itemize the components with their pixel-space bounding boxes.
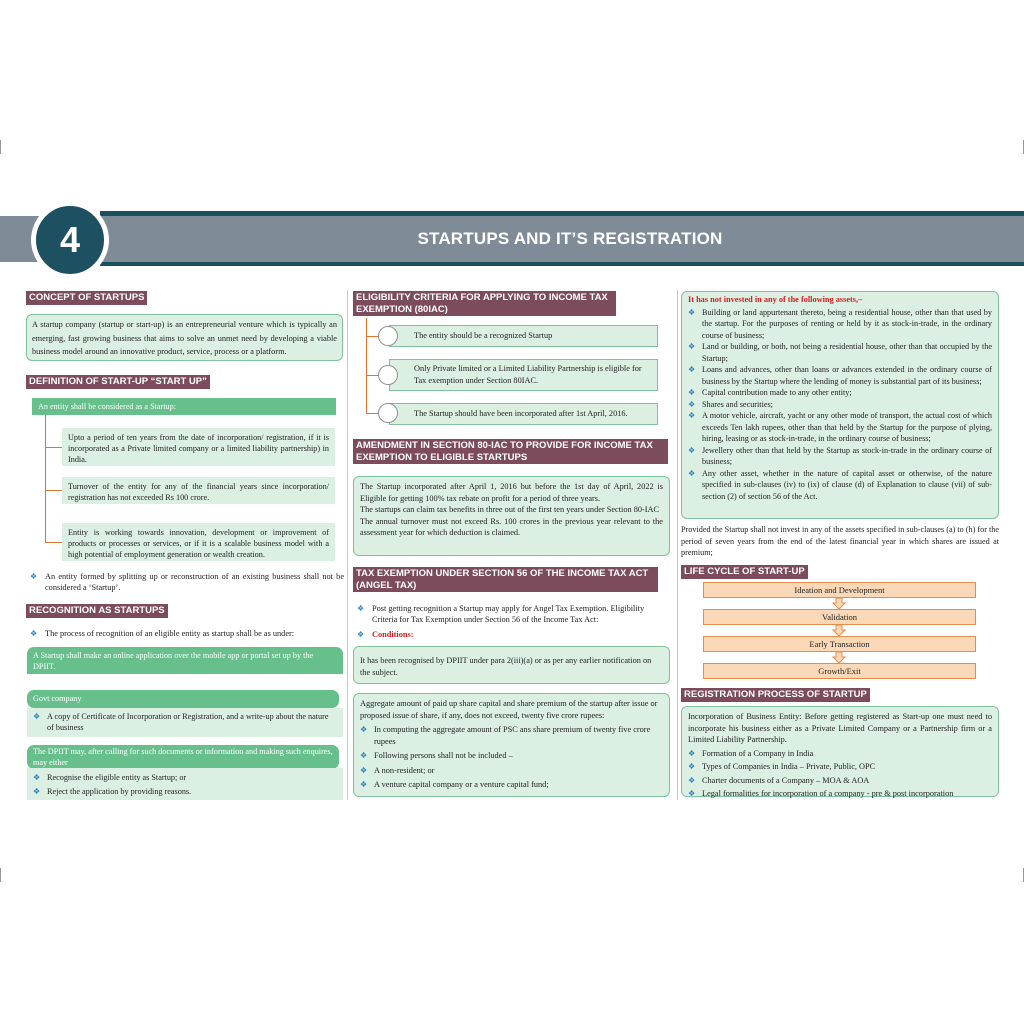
tree-connector (45, 447, 62, 448)
amendment-para: The annual turnover must not exceed Rs. 100 crores in the previous year relevant to the assessment year for which deduction is claimed. (360, 516, 663, 537)
column-divider (347, 290, 348, 800)
tree-connector (366, 318, 367, 414)
tree-connector (45, 542, 62, 543)
assets-heading: It has not invested in any of the following assets,– (688, 295, 863, 304)
diamond-bullet-icon: ❖ (360, 765, 368, 775)
bullet-circle (378, 326, 398, 346)
condition-box: Aggregate amount of paid up share capital and share premium of the startup after issue or proposed issue of share, if any, does not exceed, twenty five crore rupees: ❖ In computing the aggregate amount of PSC ans share premium of twenty five crore rupees ❖ Following persons shall not be included – ❖ A non-resident; or ❖ A venture capital company or a venture capital fund; (353, 693, 670, 797)
lifecycle-stage: Validation (703, 609, 976, 625)
bullet-circle (378, 365, 398, 385)
diamond-bullet-icon: ❖ (688, 789, 696, 798)
eligibility-item: The Startup should have been incorporated after 1st April, 2016. (389, 403, 658, 425)
definition-note: ❖ An entity formed by splitting up or reconstruction of an existing business shall not be considered a ‘Startup’. (30, 572, 344, 592)
diamond-bullet-icon: ❖ (688, 342, 696, 351)
page-title: STARTUPS AND IT’S REGISTRATION (417, 229, 723, 248)
diamond-bullet-icon: ❖ (688, 388, 696, 397)
eligibility-item: The entity should be a recognized Startup (389, 325, 658, 347)
column-divider (677, 290, 678, 800)
diamond-bullet-icon: ❖ (688, 411, 696, 420)
diamond-bullet-icon: ❖ (688, 365, 696, 374)
diamond-bullet-icon: ❖ (688, 445, 696, 455)
angel-tax-heading: TAX EXEMPTION UNDER SECTION 56 OF THE INCOME TAX ACT (ANGEL TAX) (353, 567, 658, 592)
registration-heading: REGISTRATION PROCESS OF STARTUP (681, 688, 870, 702)
definition-item: Entity is working towards innovation, development or improvement of products or processes or services, or if it is a scalable business model with a high potential of employment generation or wealth creation. (62, 523, 335, 561)
diamond-bullet-icon: ❖ (33, 787, 41, 796)
diamond-bullet-icon: ❖ (688, 775, 696, 785)
amendment-para: The startups can claim tax benefits in three out of the first ten years under Section 80-IAC (360, 505, 660, 514)
amendment-box (353, 476, 670, 556)
concept-box (26, 314, 343, 361)
amendment-heading: AMENDMENT IN SECTION 80-IAC TO PROVIDE FOR INCOME TAX EXEMPTION TO ELIGIBLE STARTUPS (353, 439, 668, 464)
recognition-step3-body: ❖ Recognise the eligible entity as Startup; or ❖ Reject the application by providing reasons. (27, 768, 343, 800)
diamond-bullet-icon: ❖ (688, 307, 696, 317)
bullet-circle (378, 403, 398, 423)
recognition-step2-body: ❖ A copy of Certificate of Incorporation or Registration, and a write-up about the nature of business (27, 708, 343, 737)
diamond-bullet-icon: ❖ (357, 604, 365, 613)
crop-mark (0, 868, 1, 882)
registration-box: Incorporation of Business Entity: Before getting registered as Start-up one must need to incorporate his business either as a Private Limited Company or a Partnership firm or a Limited Liability Partnership. ❖ Formation of a Company in India ❖ Types of Companies in India – Private, Public, OPC ❖ Charter documents of a Company – MOA & AOA ❖ Legal formalities for incorporation of a company - pre & post incorporation (681, 706, 999, 797)
banner-bottom-stripe (100, 262, 1024, 266)
lifecycle-stage: Ideation and Development (703, 582, 976, 598)
diamond-bullet-icon: ❖ (360, 725, 368, 734)
diamond-bullet-icon: ❖ (33, 773, 41, 782)
eligibility-item: Only Private limited or a Limited Liability Partnership is eligible for Tax exemption under Section 80IAC. (389, 359, 658, 391)
diamond-bullet-icon: ❖ (688, 762, 696, 771)
definition-item: Upto a period of ten years from the date of incorporation/ registration, if it is incorporated as a Private limited company or a limited liability partnership) in India. (62, 428, 335, 466)
conditions-label: ❖ Conditions: (357, 630, 414, 639)
chapter-number: 4 (59, 219, 81, 260)
lifecycle-heading: LIFE CYCLE OF START-UP (681, 565, 808, 579)
diamond-bullet-icon: ❖ (360, 751, 368, 760)
definition-item: Turnover of the entity for any of the financial years since incorporation/ registration has not exceeded Rs 100 crore. (62, 477, 335, 504)
recognition-step3-head: The DPIIT may, after calling for such documents or information and making such enquires, may either (27, 745, 339, 769)
eligibility-heading: ELIGIBILITY CRITERIA FOR APPLYING TO INCOME TAX EXEMPTION (80IAC) (353, 291, 616, 316)
definition-lead: An entity shall be considered as a Startup: (32, 398, 336, 415)
recognition-heading: RECOGNITION AS STARTUPS (26, 604, 168, 618)
diamond-bullet-icon: ❖ (360, 780, 368, 789)
condition-box (353, 646, 670, 684)
diamond-bullet-icon: ❖ (30, 629, 38, 638)
amendment-para: The Startup incorporated after April 1, 2016 but before the 1st day of April, 2022 is Eligible for getting 100% tax rebate on profit for a period of three years. (360, 482, 663, 503)
tree-connector (45, 415, 46, 543)
lifecycle-stage: Early Transaction (703, 636, 976, 652)
concept-text: A startup company (startup or start-up) is an entrepreneurial venture which is typically an emerging, fast growing business that aims to solve an unmet need by developing a viable business model around an innovative product, service, process or a platform. (32, 320, 337, 356)
diamond-bullet-icon: ❖ (357, 630, 365, 639)
condition-1: It has been recognised by DPIIT under para 2(iii)(a) or as per any earlier notification on the subject. (360, 656, 652, 677)
diamond-bullet-icon: ❖ (33, 712, 41, 721)
diamond-bullet-icon: ❖ (30, 572, 38, 581)
tree-connector (45, 490, 62, 491)
definition-heading: DEFINITION OF START-UP “START UP” (26, 375, 210, 389)
assets-box: It has not invested in any of the following assets,– ❖ Building or land appurtenant thereto, being a residential house, other than that used by the startup. For the purposes of renting or held by it as stock-in-trade, in the ordinary course of business; ❖ Land or building, or both, not being a residential house, other than that occupied by the Startup; ❖ Loans and advances, other than loans or advances extended in the ordinary course of business by the Startup where the lending of money is substantial part of its business; ❖ Capital contribution made to any other entity; ❖ Shares and securities; ❖ A motor vehicle, aircraft, yacht or any other mode of transport, the actual cost of which exceeds Ten lakh rupees, other than that held by the Startup for the purpose of plying, hiring, leasing or as stock-in-trade, in the ordinary course of business; ❖ Jewellery other than that held by the Startup as stock-in-trade in the ordinary course of business; ❖ Any other asset, whether in the nature of capital asset or otherwise, of the nature specified in sub-clauses (iv) to (ix) of clause (d) of Explanation to clause (vii) of sub-section (2) of section 56 of the Act. (681, 291, 999, 519)
concept-heading: CONCEPT OF STARTUPS (26, 291, 147, 305)
assets-proviso: Provided the Startup shall not invest in any of the assets specified in sub-clauses (a) to (h) for the period of seven years from the end of the latest financial year in which shares are issued at premium; (681, 525, 999, 557)
angel-intro: ❖ Post getting recognition a Startup may apply for Angel Tax Exemption. Eligibility Criteria for Tax Exemption under Section 56 of the Income Tax Act: (357, 604, 645, 624)
recognition-step1: A Startup shall make an online application over the mobile app or portal set up by the DPIIT. (27, 647, 343, 674)
diamond-bullet-icon: ❖ (688, 399, 696, 409)
condition-2: Aggregate amount of paid up share capital and share premium of the startup after issue or proposed issue of share, if any, does not exceed, twenty five crore rupees: (360, 699, 658, 720)
lifecycle-stage: Growth/Exit (703, 663, 976, 679)
crop-mark (0, 140, 1, 154)
registration-intro: Incorporation of Business Entity: Before getting registered as Start-up one must need to incorporate his business either as a Private Limited Company or a Partnership firm or a Limited Liability Partnership. (688, 712, 992, 744)
recognition-intro: ❖ The process of recognition of an eligible entity as startup shall be as under: (30, 629, 295, 638)
chapter-number-badge (31, 201, 109, 279)
recognition-step2-head: Govt company (27, 690, 339, 708)
diamond-bullet-icon: ❖ (688, 468, 696, 478)
diamond-bullet-icon: ❖ (688, 748, 696, 758)
